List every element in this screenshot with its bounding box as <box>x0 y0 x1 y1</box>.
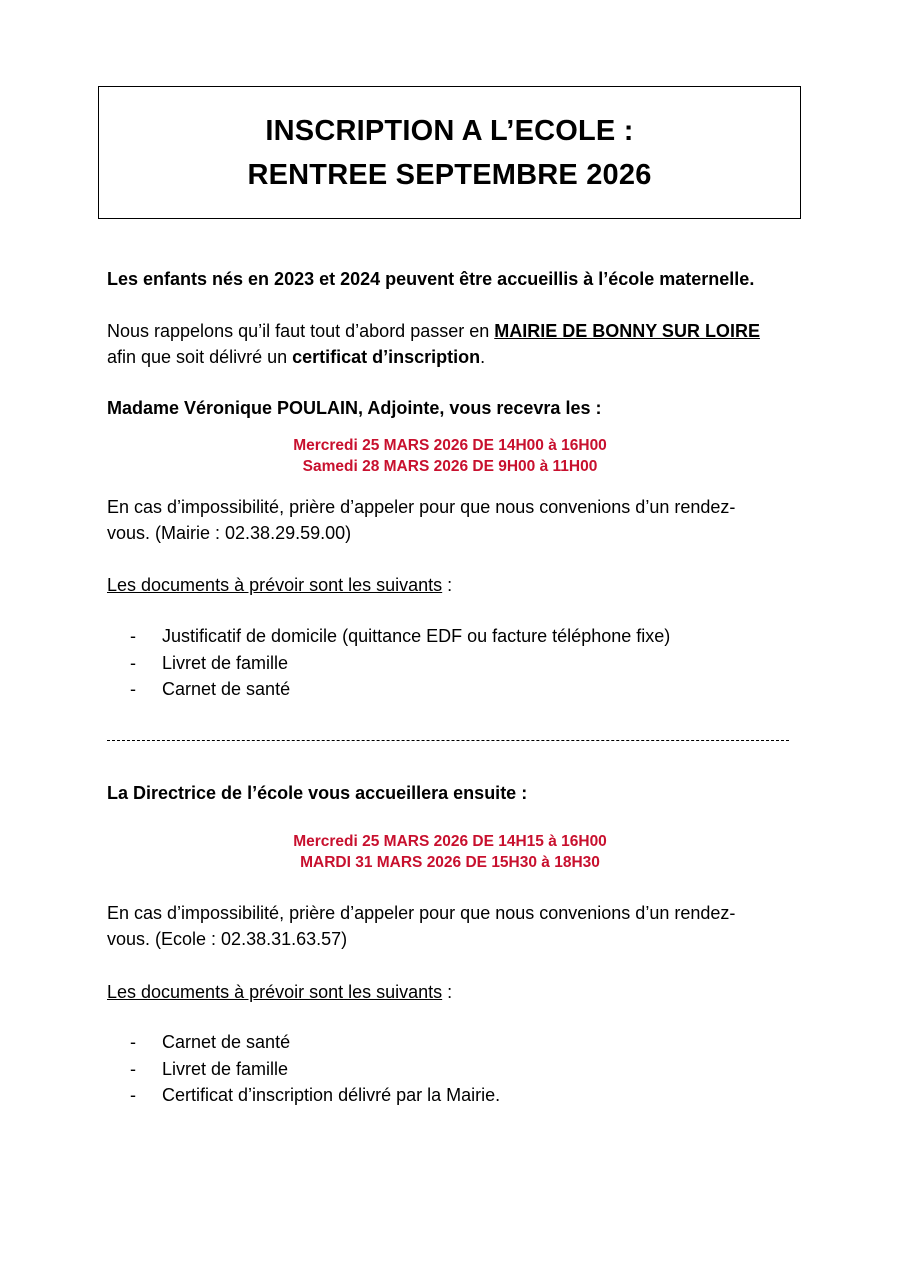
section1-slot-1: Mercredi 25 MARS 2026 DE 14H00 à 16H00 <box>293 437 607 454</box>
list-marker: - <box>130 1032 136 1052</box>
section1-contact <box>107 494 735 546</box>
reminder-line2-after: . <box>480 347 486 367</box>
section1-docs-label-text: Les documents à prévoir sont les suivants <box>107 575 443 595</box>
list-item-text: Justificatif de domicile (quittance EDF ou facture téléphone fixe) <box>162 626 671 646</box>
list-item <box>130 650 670 677</box>
section2-contact-line2: vous. (Ecole : 02.38.31.63.57) <box>107 929 348 949</box>
reminder-line2-before: afin que soit délivré un <box>107 347 293 367</box>
dashed-separator <box>107 740 789 741</box>
list-item-text: Carnet de santé <box>162 1032 291 1052</box>
section2-slot-2: MARDI 31 MARS 2026 DE 15H30 à 18H30 <box>300 854 600 871</box>
section2-docs-list <box>130 1029 500 1109</box>
title-line-1: INSCRIPTION A L’ECOLE : <box>265 114 634 147</box>
section1-contact-line1: En cas d’impossibilité, prière d’appeler pour que nous convenions d’un rendez- <box>107 497 736 517</box>
reminder-before: Nous rappelons qu’il faut tout d’abord passer en <box>107 321 495 341</box>
list-marker: - <box>130 1058 136 1079</box>
list-marker: - <box>130 626 136 646</box>
reminder-paragraph <box>107 318 760 370</box>
list-marker: - <box>130 1085 136 1105</box>
section1-slot-2: Samedi 28 MARS 2026 DE 9H00 à 11H00 <box>302 458 598 475</box>
section1-docs-colon: : <box>442 575 453 595</box>
section2-heading: La Directrice de l’école vous accueillera ensuite : <box>107 783 528 803</box>
list-marker: - <box>130 679 136 699</box>
section2-contact-line1: En cas d’impossibilité, prière d’appeler pour que nous convenions d’un rendez- <box>107 903 736 923</box>
list-item-text: Certificat d’inscription délivré par la Mairie. <box>162 1085 501 1105</box>
list-item <box>130 1082 500 1109</box>
section2-slots <box>0 831 900 873</box>
section2-docs-label-text: Les documents à prévoir sont les suivants <box>107 982 443 1002</box>
section1-contact-line2: vous. (Mairie : 02.38.29.59.00) <box>107 523 352 543</box>
mairie-name: MAIRIE DE BONNY SUR LOIRE <box>494 321 760 341</box>
list-item <box>130 1056 500 1083</box>
list-item-text: Carnet de santé <box>162 679 291 699</box>
title-line-2: RENTREE SEPTEMBRE 2026 <box>247 158 652 191</box>
list-item-text: Livret de famille <box>162 652 289 673</box>
intro-text: Les enfants nés en 2023 et 2024 peuvent être accueillis à l’école maternelle. <box>107 269 755 289</box>
section2-slot-1: Mercredi 25 MARS 2026 DE 14H15 à 16H00 <box>293 833 607 850</box>
certificat-text: certificat d’inscription <box>292 347 481 367</box>
section1-docs-list <box>130 623 670 703</box>
list-item <box>130 1029 500 1056</box>
section2-contact <box>107 900 735 952</box>
section1-docs-label <box>107 572 452 598</box>
list-marker: - <box>130 652 136 673</box>
list-item <box>130 623 670 650</box>
section2-docs-label <box>107 979 452 1005</box>
section2-docs-colon: : <box>442 982 453 1002</box>
list-item-text: Livret de famille <box>162 1058 289 1079</box>
list-item <box>130 676 670 703</box>
title-box <box>98 86 801 219</box>
section1-slots <box>0 435 900 477</box>
section1-heading: Madame Véronique POULAIN, Adjointe, vous recevra les : <box>107 398 602 418</box>
